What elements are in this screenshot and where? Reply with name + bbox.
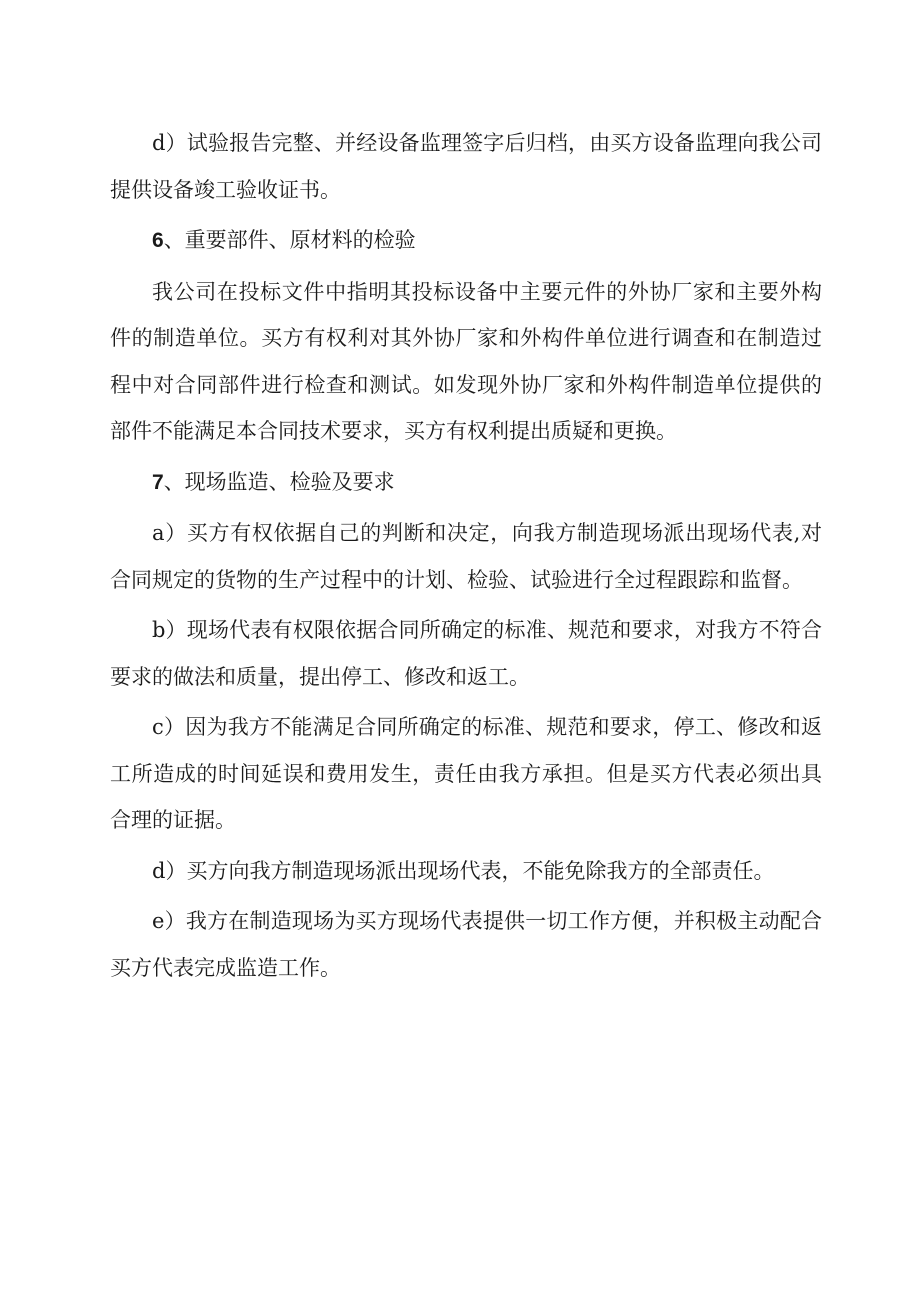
paragraph-c: c）因为我方不能满足合同所确定的标准、规范和要求，停工、修改和返工所造成的时间延误和费用发生，责任由我方承担。但是买方代表必须出具合理的证据。 bbox=[110, 715, 822, 832]
section-heading-6 bbox=[110, 217, 822, 265]
paragraph-d: d）买方向我方制造现场派出现场代表，不能免除我方的全部责任。 bbox=[152, 858, 775, 883]
section-title: 、重要部件、原材料的检验 bbox=[163, 228, 416, 252]
paragraph-inspection: 我公司在投标文件中指明其投标设备中主要元件的外协厂家和主要外构件的制造单位。买方有权利对其外协厂家和外构件单位进行调查和在制造过程中对合同部件进行检查和测试。如发现外协厂家和外构件制造单位提供的部件不能满足本合同技术要求，买方有权利提出质疑和更换。 bbox=[110, 279, 822, 443]
document-body bbox=[110, 120, 822, 995]
paragraph-b: b）现场代表有权限依据合同所确定的标准、规范和要求，对我方不符合要求的做法和质量，提出停工、修改和返工。 bbox=[110, 618, 822, 689]
section-number: 7 bbox=[152, 470, 164, 494]
section-number: 6 bbox=[152, 229, 164, 252]
paragraph-a: a）买方有权依据自己的判断和决定，向我方制造现场派出现场代表,对合同规定的货物的生产过程中的计划、检验、试验进行全过程跟踪和监督。 bbox=[110, 521, 822, 592]
paragraph-e: e）我方在制造现场为买方现场代表提供一切工作方便，并积极主动配合买方代表完成监造工作。 bbox=[110, 909, 822, 980]
section-heading-7 bbox=[110, 459, 822, 507]
section-title: 、现场监造、检验及要求 bbox=[163, 469, 395, 494]
paragraph-d-acceptance: d）试验报告完整、并经设备监理签字后归档，由买方设备监理向我公司提供设备竣工验收证书。 bbox=[110, 131, 822, 202]
